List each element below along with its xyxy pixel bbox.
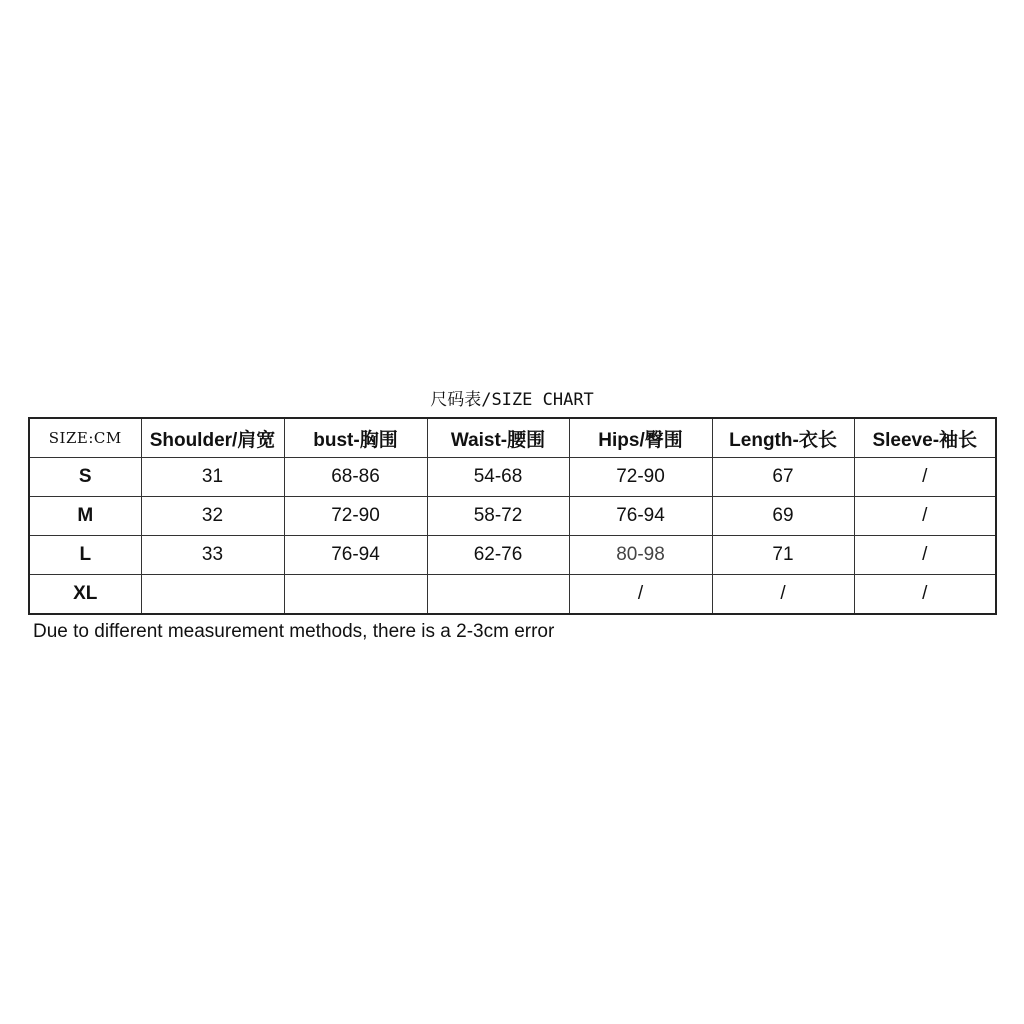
size-chart-title: 尺码表/SIZE CHART <box>430 390 594 410</box>
size-label: XL <box>29 575 141 615</box>
hips-cell: 80-98 <box>569 536 712 575</box>
table-row <box>29 497 996 536</box>
shoulder-cell: 31 <box>141 458 284 497</box>
bust-cell: 76-94 <box>284 536 427 575</box>
sleeve-cell: / <box>854 536 996 575</box>
waist-cell: 54-68 <box>427 458 569 497</box>
length-cell: 67 <box>712 458 854 497</box>
hips-cell: 72-90 <box>569 458 712 497</box>
bust-cell <box>284 575 427 615</box>
hips-cell: 76-94 <box>569 497 712 536</box>
bust-cell: 72-90 <box>284 497 427 536</box>
header-hips: Hips/臀围 <box>569 418 712 458</box>
header-shoulder: Shoulder/肩宽 <box>141 418 284 458</box>
size-label: M <box>29 497 141 536</box>
header-size-unit: SIZE:CM <box>29 418 141 458</box>
length-cell: 69 <box>712 497 854 536</box>
size-chart-table <box>28 417 997 615</box>
waist-cell: 58-72 <box>427 497 569 536</box>
header-waist: Waist-腰围 <box>427 418 569 458</box>
measurement-error-note: Due to different measurement methods, there is a 2-3cm error <box>33 621 555 642</box>
header-bust: bust-胸围 <box>284 418 427 458</box>
waist-cell: 62-76 <box>427 536 569 575</box>
waist-cell <box>427 575 569 615</box>
shoulder-cell: 33 <box>141 536 284 575</box>
hips-cell: / <box>569 575 712 615</box>
header-length: Length-衣长 <box>712 418 854 458</box>
sleeve-cell: / <box>854 497 996 536</box>
table-row <box>29 536 996 575</box>
size-label: S <box>29 458 141 497</box>
length-cell: / <box>712 575 854 615</box>
table-row <box>29 458 996 497</box>
shoulder-cell <box>141 575 284 615</box>
shoulder-cell: 32 <box>141 497 284 536</box>
size-label: L <box>29 536 141 575</box>
length-cell: 71 <box>712 536 854 575</box>
table-row <box>29 575 996 615</box>
header-sleeve: Sleeve-袖长 <box>854 418 996 458</box>
table-header-row <box>29 418 996 458</box>
sleeve-cell: / <box>854 458 996 497</box>
sleeve-cell: / <box>854 575 996 615</box>
bust-cell: 68-86 <box>284 458 427 497</box>
